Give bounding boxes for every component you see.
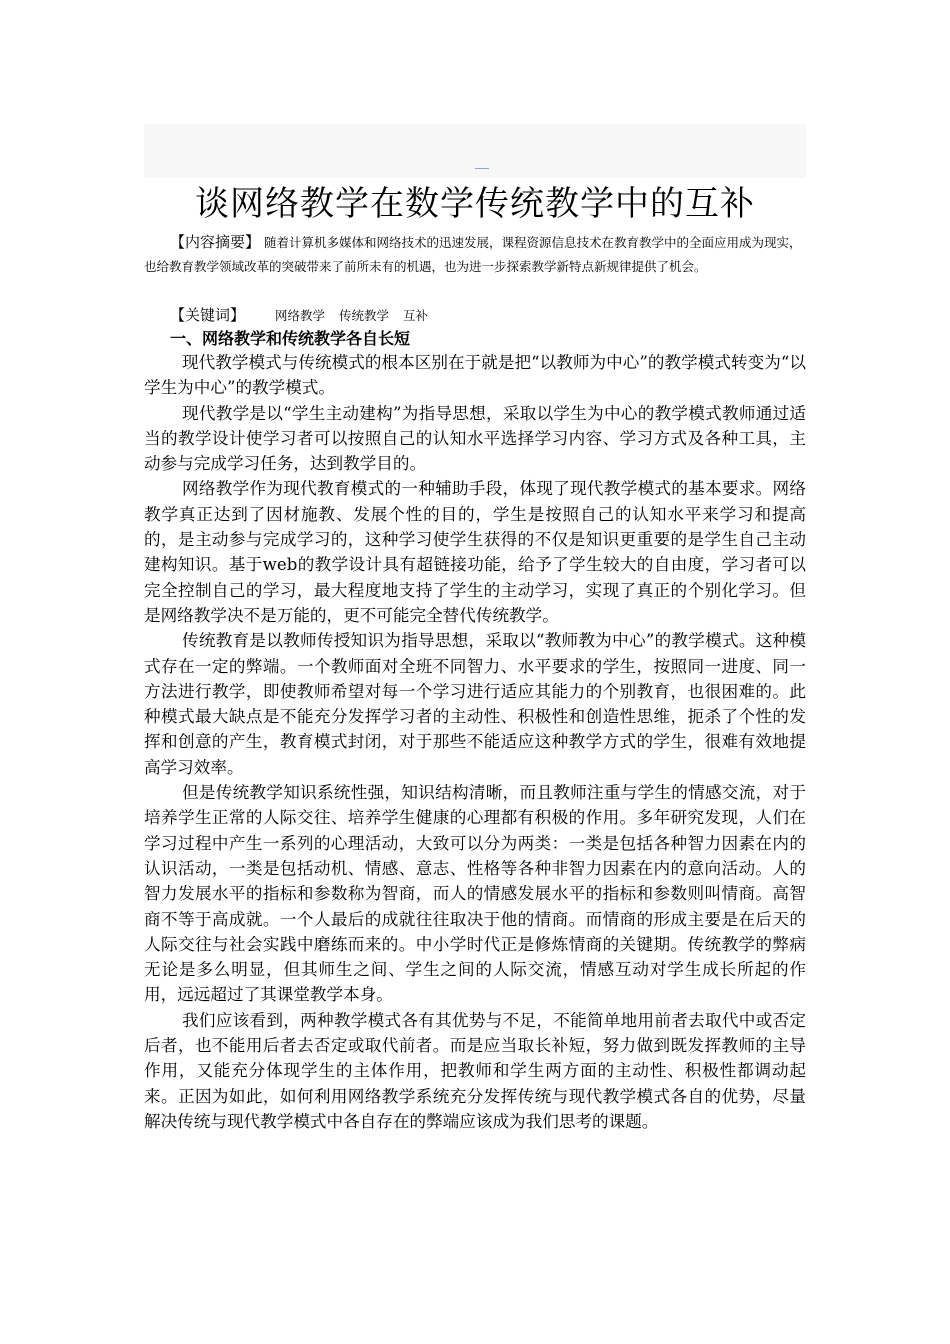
paragraph: 但是传统教学知识系统性强，知识结构清晰，而且教师注重与学生的情感交流，对于培养学生正常的人际交往、培养学生健康的心理都有积极的作用。多年研究发现，人们在学习过程中产生一系列的心理活动，大致可以分为两类：一类是包括各种智力因素在内的认识活动，一类是包括动机、情感、意志、性格等各种非智力因素在内的意向活动。人的智力发展水平的指标和参数称为智商，而人的情感发展水平的指标和参数则叫情商。高智商不等于高成就。一个人最后的成就往往取决于他的情商。而情商的形成主要是在后天的人际交往与社会实践中磨练而来的。中小学时代正是修炼情商的关键期。传统教学的弊病无论是多么明显，但其师生之间、学生之间的人际交流，情感互动对学生成长所起的作用，远远超过了其课堂教学本身。 (144, 783, 806, 1005)
paragraph: 现代教学是以“学生主动建构”为指导思想，采取以学生为中心的教学模式教师通过适当的教学设计使学习者可以按照自己的认知水平选择学习内容、学习方式及各种工具，主动参与完成学习任务，达到教学目的。 (144, 403, 806, 474)
header-band (144, 124, 806, 178)
paragraph: 网络教学作为现代教育模式的一种辅助手段，体现了现代教学模式的基本要求。网络教学真正达到了因材施教、发展个性的目的，学生是按照自己的认知水平来学习和提高的，是主动参与完成学习的，这种学习使学生获得的不仅是知识更重要的是学生自己主动建构知识。基于web的教学设计具有超链接功能，给予了学生较大的自由度，学习者可以完全控制自己的学习，最大程度地支持了学生的主动学习，实现了真正的个别化学习。但是网络教学决不是万能的，更不可能完全替代传统教学。 (144, 479, 806, 625)
abstract-label-wrap: 【内容摘要】 (170, 233, 261, 251)
keywords (170, 303, 806, 328)
body-text (144, 350, 806, 1134)
section-heading: 一、网络教学和传统教学各自长短 (170, 329, 411, 348)
abstract-label: 内容摘要 (185, 233, 246, 251)
paragraph: 现代教学模式与传统模式的根本区别在于就是把“以教师为中心”的教学模式转变为“以学生为中心”的教学模式。 (144, 353, 806, 398)
keywords-label: 关键词 (185, 306, 231, 324)
paragraph: 传统教育是以教师传授知识为指导思想，采取以“教师教为中心”的教学模式。这种模式存在一定的弊端。一个教师面对全班不同智力、水平要求的学生，按照同一进度、同一方法进行教学，即使教师希望对每一个学习进行适应其能力的个别教育，也很困难的。此种模式最大缺点是不能充分发挥学习者的主动性、积极性和创造性思维，扼杀了个性的发挥和创意的产生，教育模式封闭，对于那些不能适应这种教学方式的学生，很难有效地提高学习效率。 (144, 631, 806, 777)
keywords-label-wrap: 【关键词】 (170, 306, 246, 324)
header-mark (475, 168, 489, 169)
keyword-item: 互补 (402, 308, 428, 323)
keyword-item: 网络教学 (274, 308, 325, 323)
keyword-item: 传统教学 (338, 308, 389, 323)
document-title: 谈网络教学在数学传统教学中的互补 (195, 184, 755, 224)
abstract-text: 随着计算机多媒体和网络技术的迅速发展，课程资源信息技术在教育教学中的全面应用成为现实，也给教育教学领域改革的突破带来了前所未有的机遇，也为进一步探索教学新特点新规律提供了机会。 (144, 235, 802, 274)
paragraph: 我们应该看到，两种教学模式各有其优势与不足，不能简单地用前者去取代中或否定后者，也不能用后者去否定或取代前者。而是应当取长补短，努力做到既发挥教师的主导作用，又能充分体现学生的主体作用，把教师和学生两方面的主动性、积极性都调动起来。正因为如此，如何利用网络教学系统充分发挥传统与现代教学模式各自的优势，尽量解决传统与现代教学模式中各自存在的弊端应该成为我们思考的课题。 (144, 1010, 806, 1131)
abstract (144, 230, 806, 279)
